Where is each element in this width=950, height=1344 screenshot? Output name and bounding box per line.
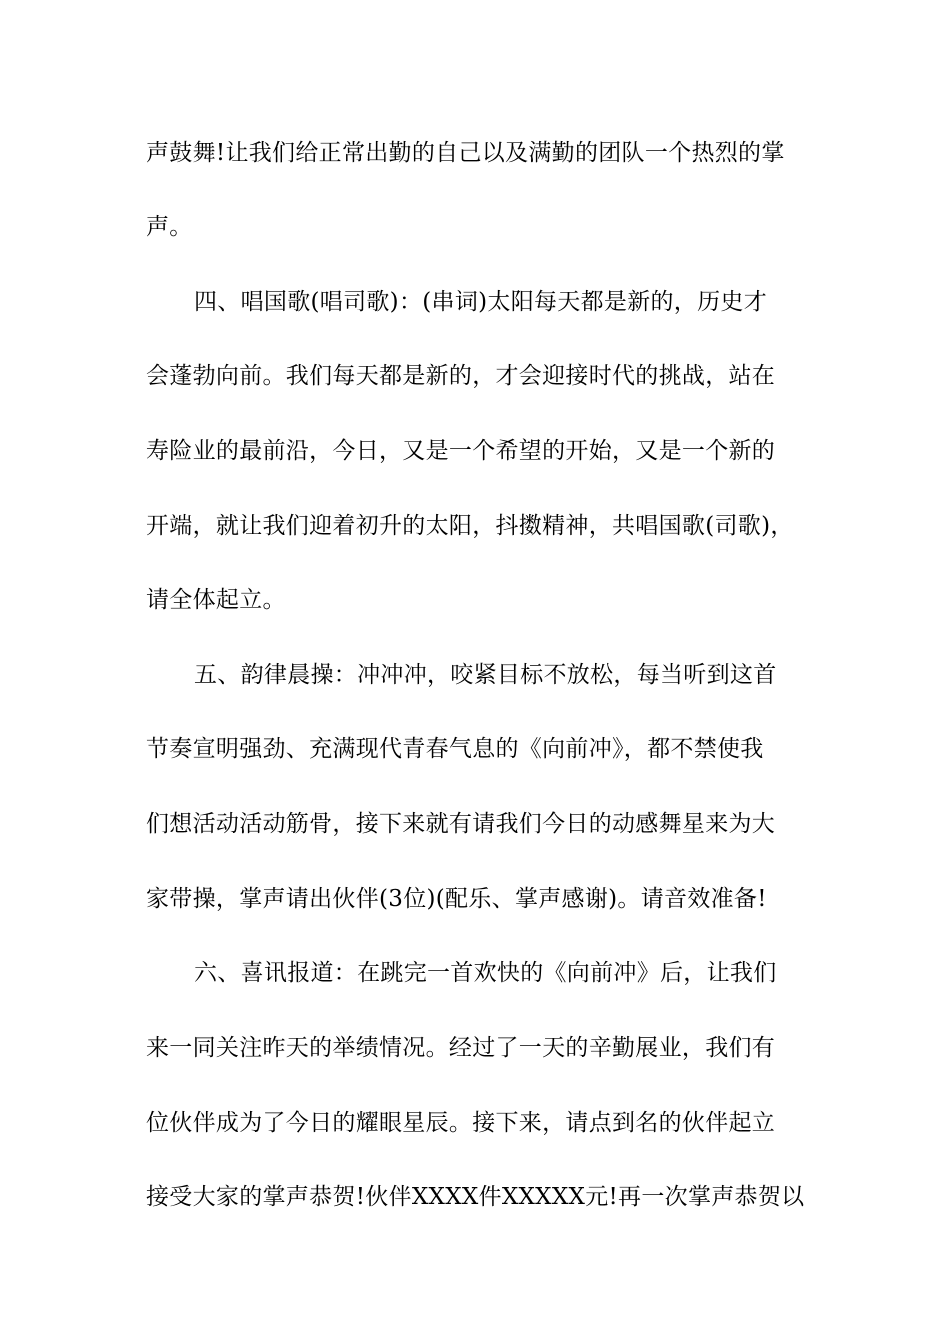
text-line: 接受大家的掌声恭贺!伙伴XXXX件XXXXX元!再一次掌声恭贺以 — [146, 1184, 805, 1210]
text-line: 声。 — [146, 214, 193, 240]
text-line: 来一同关注昨天的举绩情况。经过了一天的辛勤展业，我们有 — [146, 1035, 776, 1061]
text-line: 们想活动活动筋骨，接下来就有请我们今日的动感舞星来为大 — [146, 811, 776, 837]
paragraph-heading-5: 五、韵律晨操：冲冲冲，咬紧目标不放松，每当听到这首 — [194, 662, 777, 688]
text-line: 位伙伴成为了今日的耀眼星辰。接下来，请点到名的伙伴起立 — [146, 1110, 776, 1136]
text-line: 开端，就让我们迎着初升的太阳，抖擞精神，共唱国歌(司歌)， — [146, 513, 794, 539]
text-line: 寿险业的最前沿，今日，又是一个希望的开始，又是一个新的 — [146, 438, 776, 464]
text-line: 请全体起立。 — [146, 587, 286, 613]
paragraph-heading-4: 四、唱国歌(唱司歌)：(串词)太阳每天都是新的，历史才 — [194, 289, 767, 315]
text-line: 家带操，掌声请出伙伴(3位)(配乐、掌声感谢)。请音效准备! — [146, 886, 767, 912]
text-line: 会蓬勃向前。我们每天都是新的，才会迎接时代的挑战，站在 — [146, 363, 776, 389]
paragraph-heading-6: 六、喜讯报道：在跳完一首欢快的《向前冲》后，让我们 — [194, 960, 777, 986]
text-line: 节奏宣明强劲、充满现代青春气息的《向前冲》，都不禁使我 — [146, 736, 764, 762]
text-line: 声鼓舞!让我们给正常出勤的自己以及满勤的团队一个热烈的掌 — [146, 140, 785, 166]
